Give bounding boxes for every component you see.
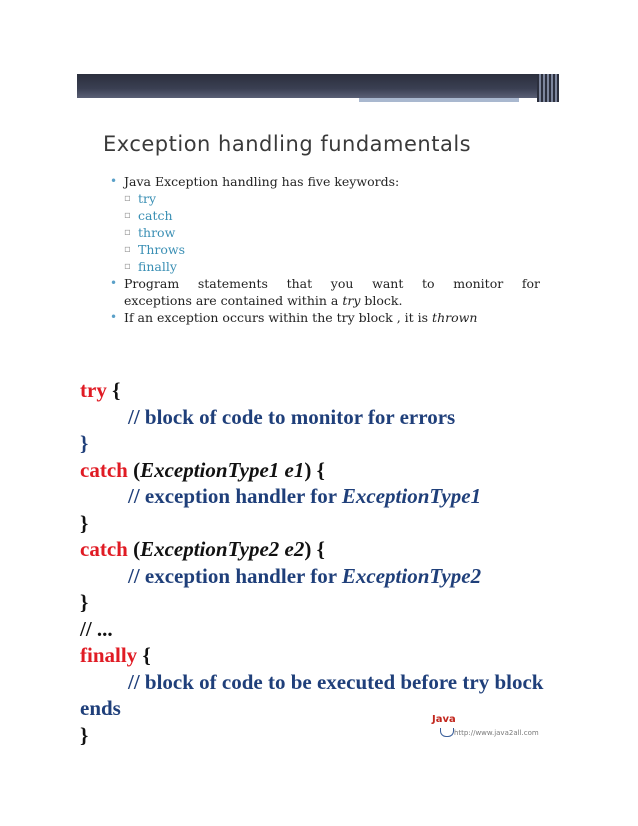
bullet-program-suffix: block. xyxy=(360,293,403,308)
code-brace: { xyxy=(137,643,151,667)
code-brace: { xyxy=(106,378,121,402)
java2all-logo xyxy=(428,714,558,742)
code-close-brace: } xyxy=(80,510,89,535)
bullet-exception-thrown xyxy=(110,309,540,326)
code-comment-handler1 xyxy=(80,483,600,510)
slide-title: Exception handling fundamentals xyxy=(103,132,472,156)
code-comment-ends: ends xyxy=(80,696,121,720)
bullet-program-line2 xyxy=(124,292,540,309)
code-comment-type2: ExceptionType2 xyxy=(341,563,482,588)
bullet-keywords: • Java Exception handling has five keywords: xyxy=(110,173,540,190)
slide-header-stripes xyxy=(537,74,559,102)
code-block xyxy=(80,377,600,748)
code-close-brace: } xyxy=(80,590,89,614)
code-exception-type2: ExceptionType2 e2 xyxy=(140,537,305,561)
logo-url: http://www.java2all.com xyxy=(454,729,539,737)
slide-header-accent xyxy=(359,98,519,102)
bullet-program-statements xyxy=(110,275,540,309)
keyword-catch: catch xyxy=(80,537,128,561)
subitem-catch: ▫ catch xyxy=(110,207,540,224)
bullet-thrown-italic: thrown xyxy=(432,310,478,325)
code-line-try xyxy=(80,377,600,404)
keyword-finally: finally xyxy=(80,643,138,667)
code-paren-close: ) { xyxy=(304,537,325,561)
code-exception-type1: ExceptionType1 e1 xyxy=(140,457,305,482)
code-comment-prefix: // exception handler for xyxy=(128,484,342,508)
code-close-brace: } xyxy=(80,722,89,747)
bullet-program-line2-text: exceptions are contained within a xyxy=(124,293,343,308)
code-comment-handler2 xyxy=(80,563,600,590)
bullet-program-line1: • Program statements that you want to monitor for xyxy=(124,276,540,291)
keyword-catch: catch xyxy=(80,457,128,482)
code-comment-type1: ExceptionType1 xyxy=(341,484,482,508)
code-comment-monitor: // block of code to monitor for errors xyxy=(128,404,456,429)
code-comment-prefix: // exception handler for xyxy=(128,563,342,588)
bullet-program-italic: try xyxy=(342,293,361,308)
slide-image xyxy=(0,0,638,340)
code-line-finally xyxy=(80,642,600,669)
code-ellipsis-comment: // ... xyxy=(80,616,113,641)
code-paren-close: ) { xyxy=(304,457,325,482)
logo-brand: Java xyxy=(432,714,456,725)
code-close-brace: } xyxy=(80,431,89,455)
bullet-list xyxy=(110,173,540,326)
subitem-throws: ▫ Throws xyxy=(110,241,540,258)
subitem-throw: ▫ throw xyxy=(110,224,540,241)
code-comment-finally: // block of code to be executed before try block xyxy=(128,669,544,694)
code-line-catch1 xyxy=(80,457,600,484)
keyword-try: try xyxy=(80,378,107,402)
bullet-thrown-text: If an exception occurs within the try block , it is xyxy=(124,310,433,325)
code-paren-open: ( xyxy=(127,537,141,561)
subitem-try: ▫ try xyxy=(110,190,540,207)
code-paren-open: ( xyxy=(127,457,141,482)
slide-header-bar xyxy=(77,74,555,98)
subitem-finally: ▫ finally xyxy=(110,258,540,275)
code-line-catch2 xyxy=(80,536,600,563)
coffee-cup-icon xyxy=(440,728,454,737)
